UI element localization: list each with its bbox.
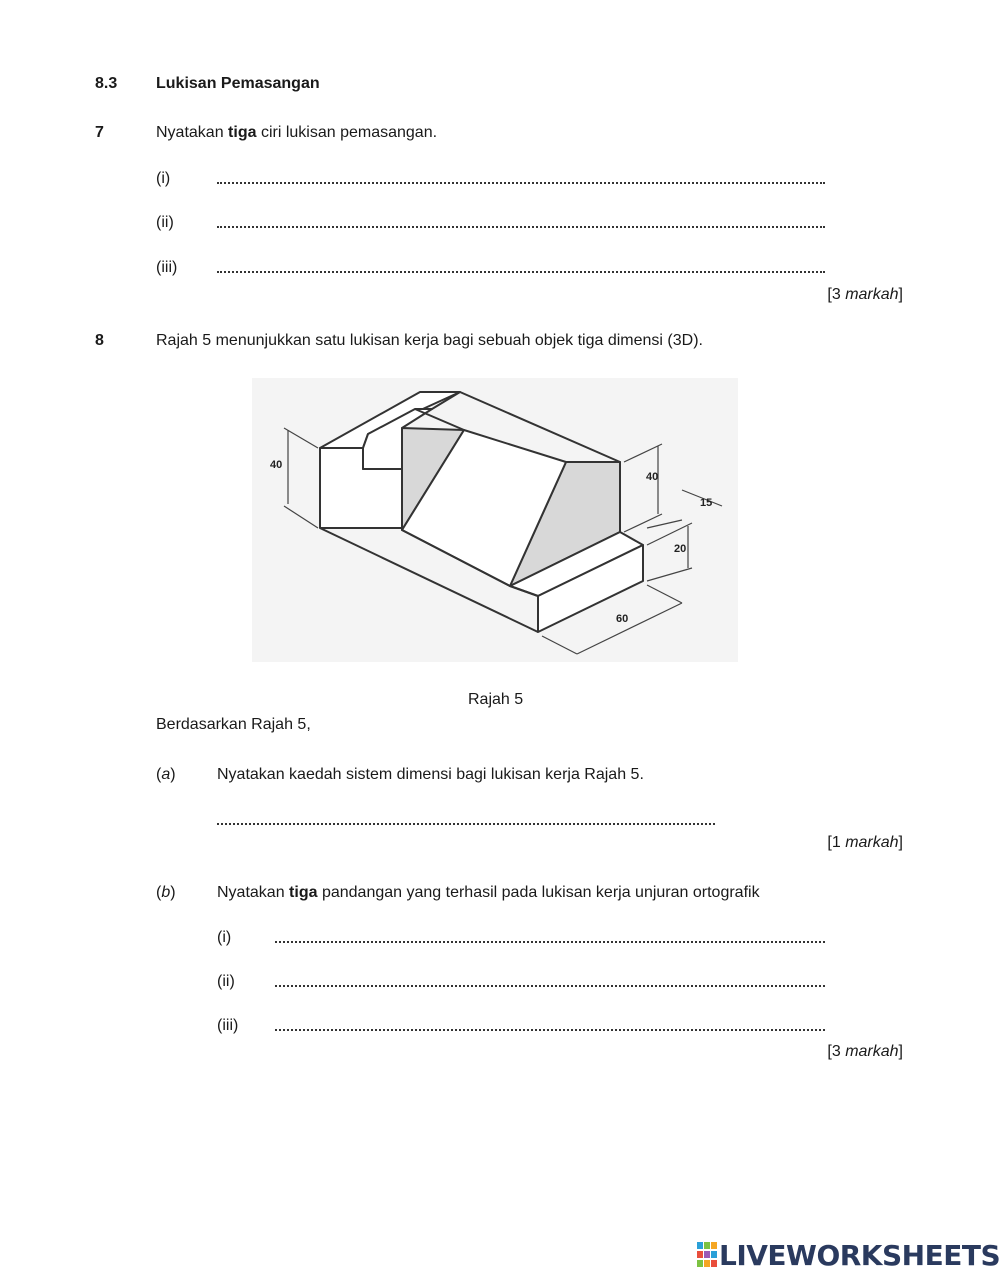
logo-blocks-icon [697, 1242, 719, 1268]
part-b-item-label: (i) [217, 929, 232, 946]
dimension-label: 40 [270, 459, 283, 471]
liveworksheets-logo [697, 1238, 1000, 1272]
dimension-label: 40 [646, 471, 659, 483]
q7-text: Nyatakan tiga ciri lukisan pemasangan. [156, 124, 438, 141]
part-b-item-label: (iii) [217, 1017, 239, 1034]
q8-text: Rajah 5 menunjukkan satu lukisan kerja bagi sebuah objek tiga dimensi (3D). [156, 332, 703, 349]
q7-answer-line-2[interactable] [217, 226, 825, 228]
part-b-answer-line-2[interactable] [275, 985, 825, 987]
part-a-label: (a) [156, 766, 176, 783]
q8-number: 8 [95, 332, 104, 349]
dimension-label: 60 [616, 613, 629, 625]
part-b-marks: [3 markah] [827, 1043, 903, 1060]
part-a-marks: [1 markah] [827, 834, 903, 851]
part-b-item-label: (ii) [217, 973, 235, 990]
part-b-answer-line-3[interactable] [275, 1029, 825, 1031]
logo-text: LIVEWORKSHEETS [719, 1238, 1000, 1272]
q7-item-label: (i) [156, 170, 171, 187]
q7-marks: [3 markah] [827, 286, 903, 303]
q7-number: 7 [95, 124, 104, 141]
q8-intro: Berdasarkan Rajah 5, [156, 716, 311, 733]
part-a-answer-line[interactable] [217, 823, 715, 825]
part-b-label: (b) [156, 884, 176, 901]
figure-caption: Rajah 5 [468, 691, 524, 708]
dimension-label: 15 [700, 497, 713, 509]
q7-item-label: (ii) [156, 214, 174, 231]
dimension-label: 20 [674, 543, 687, 555]
section-number: 8.3 [95, 75, 118, 92]
rajah-5-figure [252, 378, 738, 662]
part-a-text: Nyatakan kaedah sistem dimensi bagi lukisan kerja Rajah 5. [217, 766, 644, 783]
part-b-text: Nyatakan tiga pandangan yang terhasil pada lukisan kerja unjuran ortografik [217, 884, 760, 901]
q7-answer-line-1[interactable] [217, 182, 825, 184]
q7-item-label: (iii) [156, 259, 178, 276]
q7-answer-line-3[interactable] [217, 271, 825, 273]
part-b-answer-line-1[interactable] [275, 941, 825, 943]
section-title: Lukisan Pemasangan [156, 75, 320, 92]
